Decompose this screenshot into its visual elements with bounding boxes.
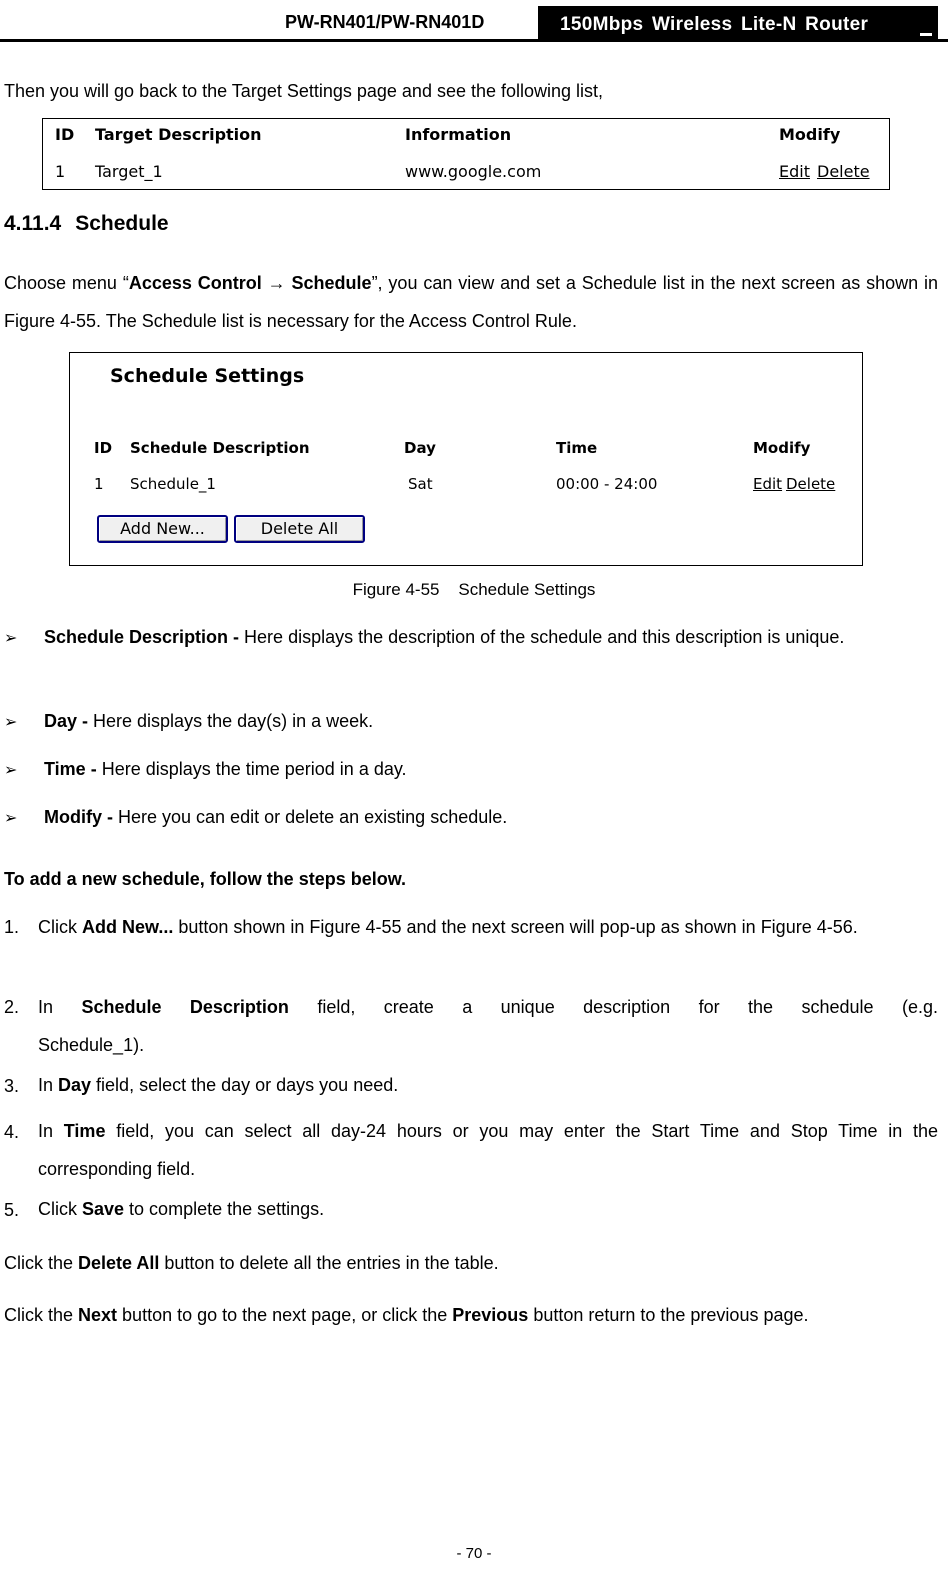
para-bold: Delete All <box>78 1253 160 1273</box>
page-header <box>0 0 948 42</box>
col-time: Time <box>556 439 598 457</box>
delete-all-button[interactable]: Delete All <box>234 515 365 543</box>
step-pre: In <box>38 1075 59 1095</box>
cell-id: 1 <box>94 475 104 493</box>
step-pre: Click <box>38 917 82 937</box>
para-pre: Click the <box>4 1253 79 1273</box>
step-bold: Time <box>63 1121 106 1141</box>
bullet-text: Here you can edit or delete an existing schedule. <box>113 807 508 827</box>
edit-link[interactable]: Edit <box>753 475 783 493</box>
figure-title: Schedule Settings <box>110 365 305 387</box>
bullet-term: Day - <box>44 711 89 731</box>
header-product: 150Mbps Wireless Lite-N Router <box>560 14 869 35</box>
bullet-schedule-description <box>44 618 938 656</box>
step-bold: Save <box>82 1199 125 1219</box>
cell-day: Sat <box>408 475 433 493</box>
col-target-description: Target Description <box>95 125 262 144</box>
para-post: button to delete all the entries in the table. <box>159 1253 499 1273</box>
bullet-modify <box>44 798 938 836</box>
section-title: Schedule <box>75 212 169 235</box>
step-bold: Schedule Description <box>81 997 289 1017</box>
header-rule <box>0 39 948 42</box>
bullet-term: Time - <box>44 759 97 779</box>
bullet-text: Here displays the description of the schedule and this description is unique. <box>239 627 845 647</box>
step-pre: In <box>38 997 82 1017</box>
bullet-arrow-icon: ➢ <box>4 810 18 827</box>
step-3 <box>38 1066 938 1104</box>
para-pre: Click the <box>4 1305 79 1325</box>
intro-paragraph: Then you will go back to the Target Settings page and see the following list, <box>4 81 604 101</box>
menu-access-control: Access Control <box>128 273 262 293</box>
para-bold-previous: Previous <box>452 1305 529 1325</box>
menu-para-post: ”, you can view and set a Schedule list in the next screen as shown in Figure 4-55. The Schedule list is necessary for the Access Control Rule. <box>4 273 938 331</box>
step-post: field, you can select all day-24 hours or you may enter the Start Time and Stop Time in the corresponding field. <box>38 1121 939 1179</box>
cell-schedule-description: Schedule_1 <box>130 475 216 493</box>
step-post: field, select the day or days you need. <box>91 1075 399 1095</box>
header-product-tab <box>538 6 938 39</box>
step-number: 1. <box>4 917 20 937</box>
col-id: ID <box>55 125 75 144</box>
step-1 <box>38 908 938 946</box>
bullet-day <box>44 702 938 740</box>
para-post: button return to the previous page. <box>528 1305 809 1325</box>
cell-time: 00:00 - 24:00 <box>556 475 658 493</box>
bullet-term: Modify - <box>44 807 113 827</box>
step-bold: Day <box>58 1075 92 1095</box>
para-bold-next: Next <box>78 1305 118 1325</box>
header-notch <box>920 33 932 36</box>
col-id: ID <box>94 439 113 457</box>
menu-schedule: Schedule <box>291 273 372 293</box>
col-modify: Modify <box>753 439 811 457</box>
schedule-settings-figure <box>69 352 863 566</box>
arrow-icon: → <box>267 273 286 293</box>
step-5 <box>38 1190 938 1228</box>
bullet-arrow-icon: ➢ <box>4 714 18 731</box>
target-list-table <box>42 118 890 190</box>
step-4 <box>38 1112 938 1188</box>
cell-information: www.google.com <box>405 162 542 181</box>
col-modify: Modify <box>779 125 841 144</box>
step-post: to complete the settings. <box>124 1199 325 1219</box>
bullet-text: Here displays the time period in a day. <box>96 759 407 779</box>
col-day: Day <box>404 439 436 457</box>
cell-target-description: Target_1 <box>95 162 163 181</box>
step-number: 3. <box>4 1076 20 1096</box>
step-post: button shown in Figure 4-55 and the next screen will pop-up as shown in Figure 4-56. <box>173 917 858 937</box>
step-bold: Add New... <box>82 917 174 937</box>
bullet-time <box>44 750 938 788</box>
delete-link[interactable]: Delete <box>817 162 870 181</box>
edit-link[interactable]: Edit <box>779 162 810 181</box>
step-number: 5. <box>4 1200 20 1220</box>
header-model: PW-RN401/PW-RN401D <box>285 12 485 32</box>
step-pre: In <box>38 1121 64 1141</box>
cell-id: 1 <box>55 162 66 181</box>
col-information: Information <box>405 125 512 144</box>
header-notch <box>526 33 538 36</box>
step-post: field, create a unique description for the schedule (e.g. Schedule_1). <box>38 997 938 1055</box>
bullet-arrow-icon: ➢ <box>4 762 18 779</box>
step-2 <box>38 988 938 1064</box>
menu-para-pre: Choose menu “ <box>4 273 129 293</box>
navigation-paragraph <box>4 1296 938 1334</box>
add-new-button[interactable]: Add New... <box>97 515 228 543</box>
page-number: - 70 - <box>456 1545 492 1562</box>
bullet-arrow-icon: ➢ <box>4 630 18 647</box>
step-number: 2. <box>4 997 20 1017</box>
section-number: 4.11.4 <box>4 212 62 235</box>
steps-heading: To add a new schedule, follow the steps below. <box>4 869 407 889</box>
figure-caption: Figure 4-55 Schedule Settings <box>352 580 596 599</box>
col-schedule-description: Schedule Description <box>130 439 310 457</box>
step-number: 4. <box>4 1122 20 1142</box>
bullet-term: Schedule Description - <box>44 627 240 647</box>
step-pre: Click <box>38 1199 82 1219</box>
section-heading <box>4 212 169 236</box>
menu-paragraph <box>4 264 938 340</box>
bullet-text: Here displays the day(s) in a week. <box>88 711 374 731</box>
delete-all-paragraph <box>4 1244 938 1282</box>
delete-link[interactable]: Delete <box>786 475 836 493</box>
para-mid: button to go to the next page, or click the <box>117 1305 453 1325</box>
